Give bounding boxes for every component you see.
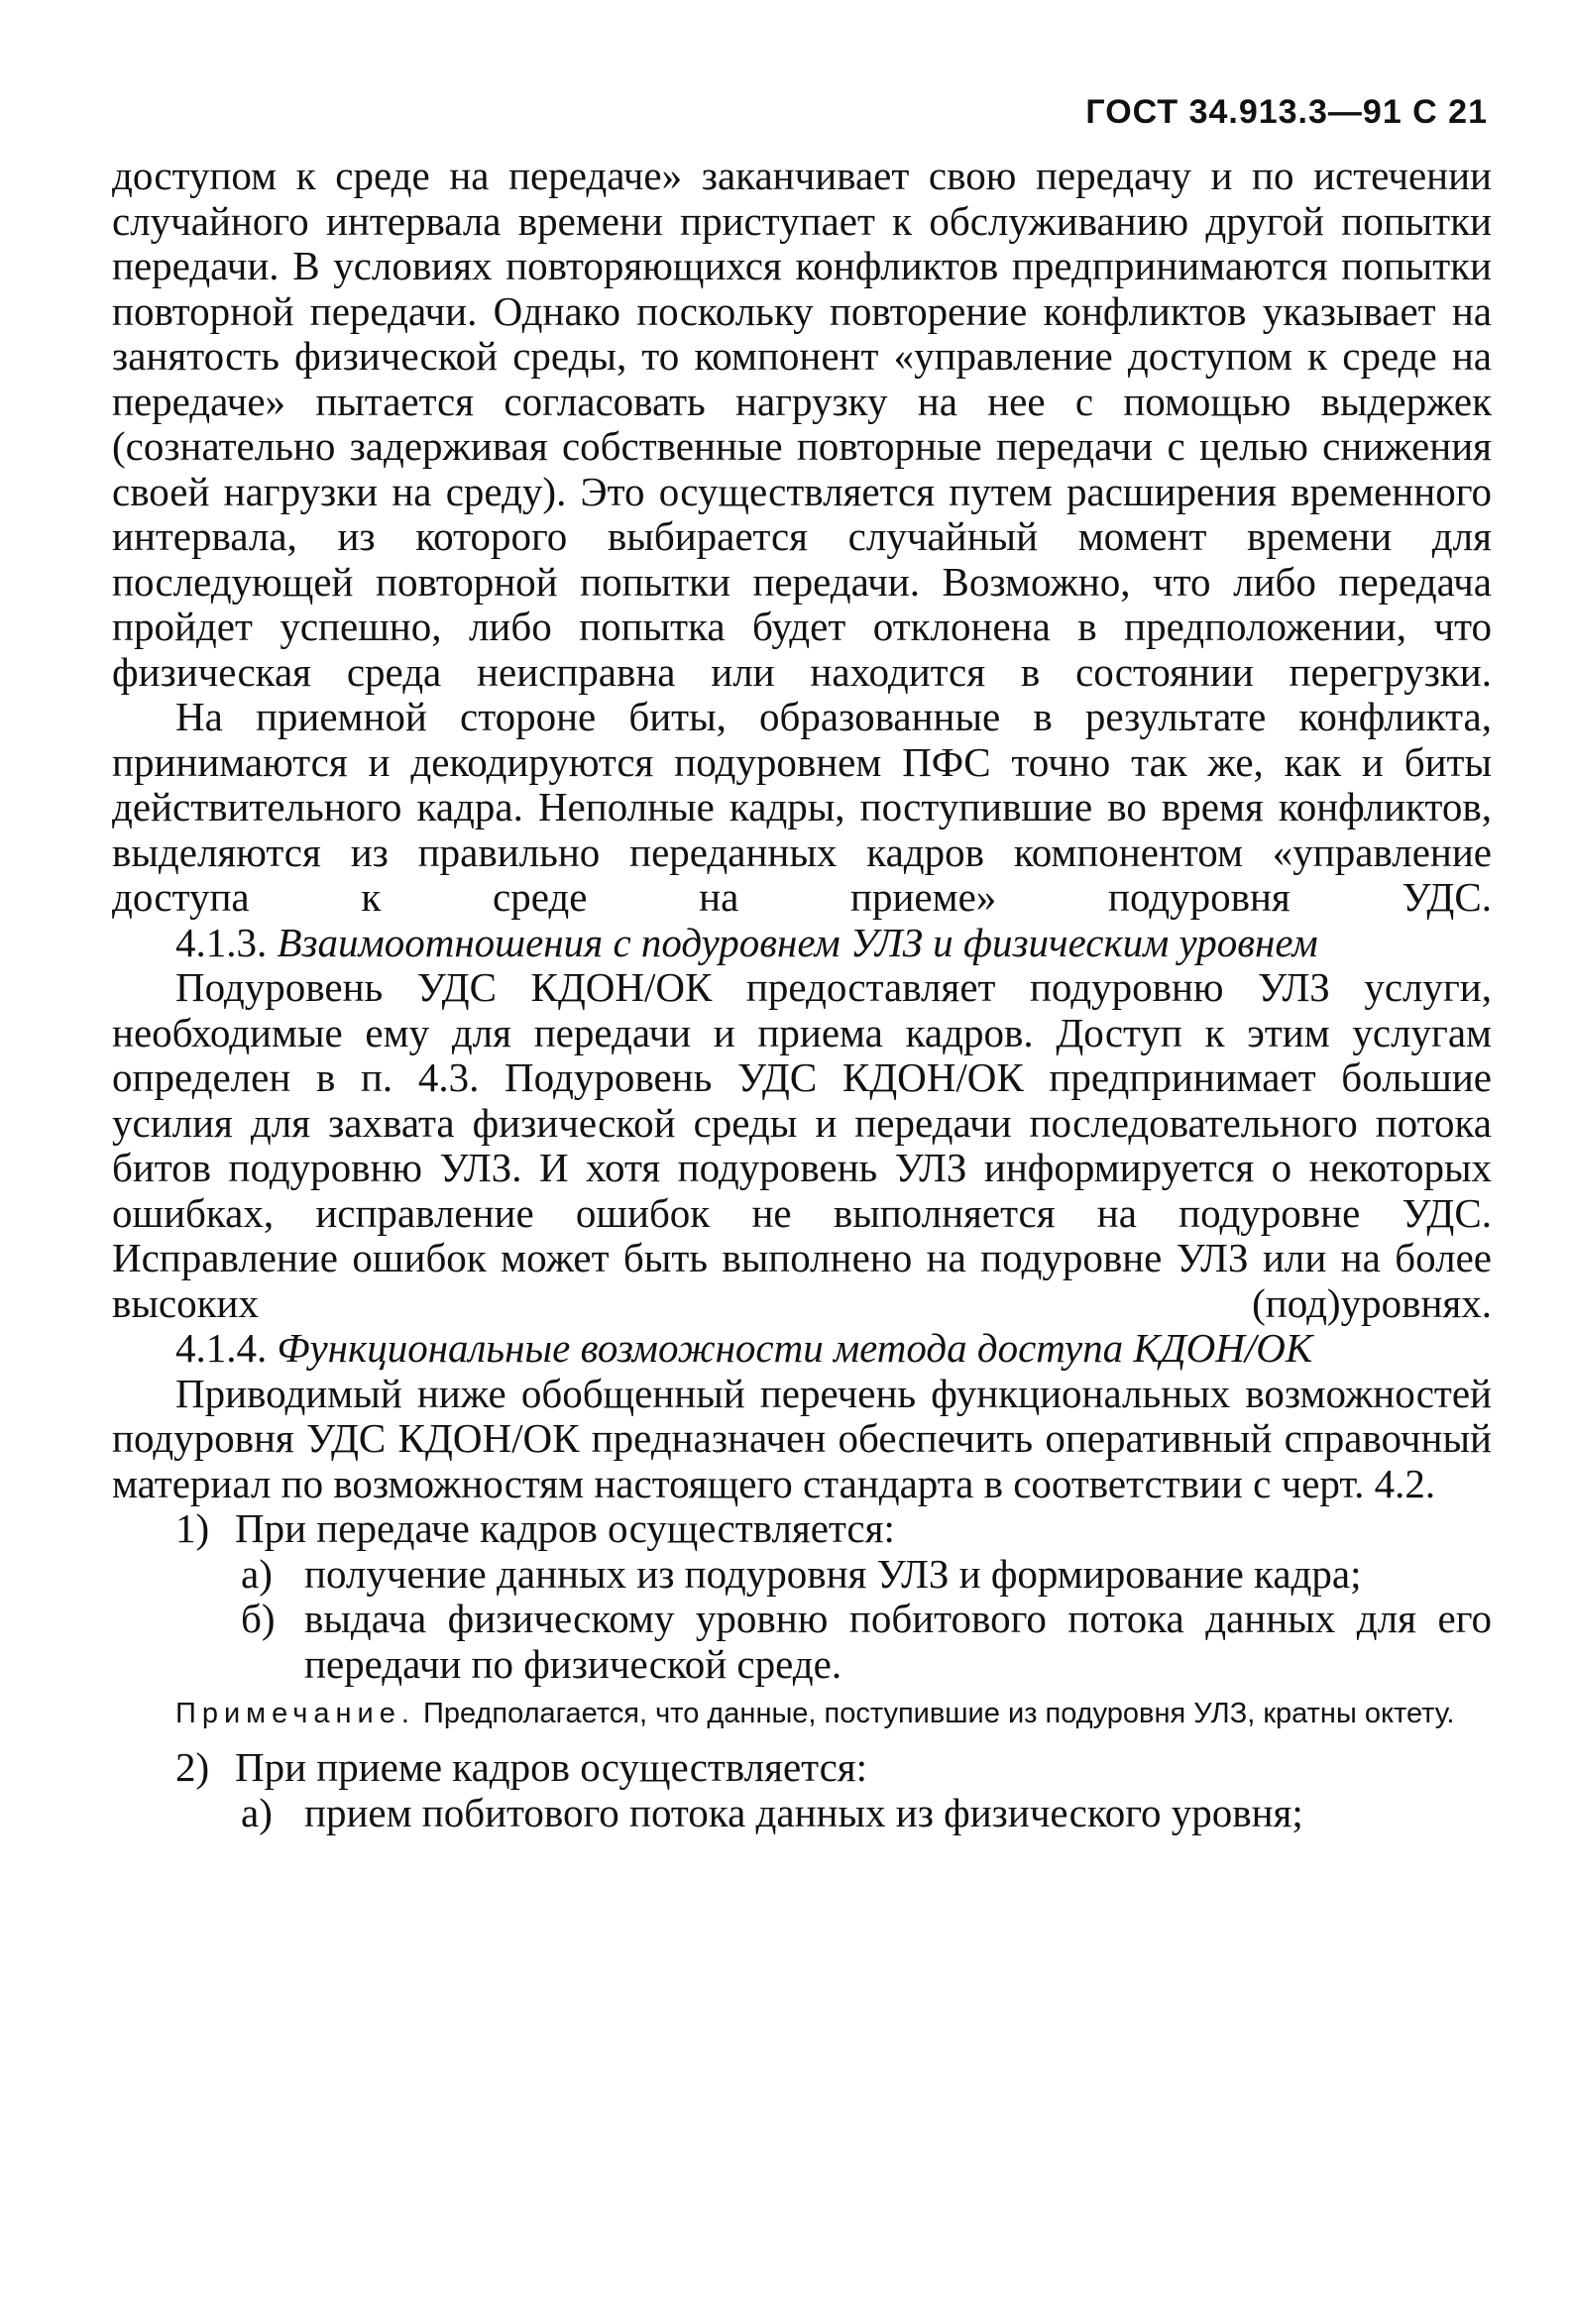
list-marker: б) [241,1596,276,1641]
section-heading-4-1-4 [112,1326,1492,1372]
document-page [112,93,1492,1835]
paragraph-llc-relationship: Подуровень УДС КДОН/ОК предоставляет подуровню УЛЗ услуги, необходимые ему для передачи и приема кадров. Доступ к этим услугам определен в п. 4.3. Подуровень УДС КДОН/ОК предпринимает большие усилия для захвата физической среды и передачи последовательного потока битов подуровню УЛЗ. И хотя подуровень УЛЗ информируется о некоторых ошибках, исправление ошибок не выполняется на подуровне УДС. Исправление ошибок может быть выполнено на подуровне УЛЗ или на более высоких (под)уровнях. [112,964,1492,1326]
section-number: 4.1.3. [175,919,268,965]
list-item-receive [112,1745,1492,1791]
section-number: 4.1.4. [175,1325,268,1371]
note [112,1697,1492,1731]
list-subitem-receive-data [112,1552,1492,1598]
list-marker: а) [241,1550,273,1597]
paragraph-receive-side: На приемной стороне биты, образованные в результате конфликта, принимаются и декодируются подуровнем ПФС точно так же, как и биты действительного кадра. Неполные кадры, поступившие во время конфликтов, выделяются из правильно переданных кадров компонентом «управление доступа к среде на приеме» подуровня УДС. [112,694,1492,920]
list-text: При приеме кадров осуществляется: [235,1744,868,1790]
list-text: При передаче кадров осуществляется: [235,1505,895,1551]
section-title: Функциональные возможности метода доступа КДОН/ОК [277,1325,1313,1371]
paragraph-collision-retransmission: доступом к среде на передаче» заканчивает свою передачу и по истечении случайного интервала времени приступает к обслуживанию другой попытки передачи. В условиях повторяющихся конфликтов предпринимаются попытки повторной передачи. Однако поскольку повторение конфликтов указывает на занятость физической среды, то компонент «управление доступом к среде на передаче» пытается согласовать нагрузку на нее с помощью выдержек (сознательно задерживая собственные повторные передачи с целью снижения своей нагрузки на среду). Это осуществляется путем расширения временного интервала, из которого выбирается случайный момент времени для последующей повторной попытки передачи. Возможно, что либо передача пройдет успешно, либо попытка будет отклонена в предположении, что физическая среда неисправна или находится в состоянии перегрузки. [112,153,1492,695]
list-text: прием побитового потока данных из физического уровня; [304,1789,1303,1835]
list-marker: 2) [175,1744,210,1790]
list-text: получение данных из подуровня УЛЗ и формирование кадра; [304,1550,1362,1597]
note-text: Предполагается, что данные, поступившие из подуровня УЛЗ, кратны октету. [422,1698,1455,1729]
list-marker: 1) [175,1505,210,1551]
list-text: выдача физическому уровню побитового потока данных для его передачи по физической среде. [304,1596,1492,1687]
page-header: ГОСТ 34.913.3—91 С 21 [1085,93,1488,131]
section-title: Взаимоотношения с подуровнем УЛЗ и физическим уровнем [277,919,1318,965]
list-subitem-bitstream-input [112,1791,1492,1836]
paragraph-functional-overview: Приводимый ниже обобщенный перечень функциональных возможностей подуровня УДС КДОН/ОК предназначен обеспечить оперативный справочный материал по возможностям настоящего стандарта в соответствии с черт. 4.2. [112,1370,1492,1506]
list-item-transmit [112,1506,1492,1552]
section-heading-4-1-3 [112,921,1492,966]
list-subitem-bitstream-output [112,1597,1492,1687]
list-marker: а) [241,1789,273,1835]
note-label: Примечание. [175,1698,415,1729]
